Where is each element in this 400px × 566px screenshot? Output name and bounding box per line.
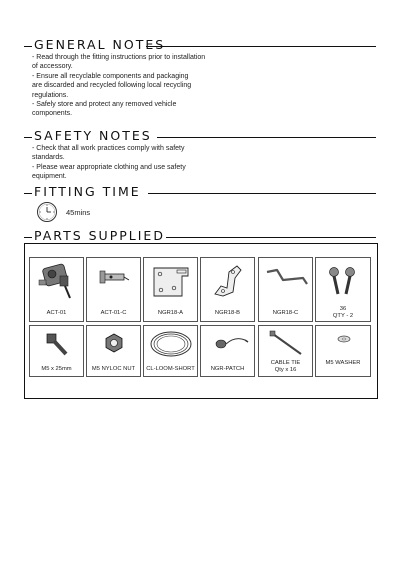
screws-icon bbox=[316, 258, 372, 306]
cable-tie-icon bbox=[259, 326, 314, 364]
cable-loom-icon bbox=[144, 326, 199, 364]
general-notes-text: - Read through the fitting instructions prior to installation of accessory. - Ensure all recyclable components and packaging are discarded and recycled following local recycling regulations. - Safely store and protect any removed vehicle components. bbox=[32, 54, 206, 118]
safety-notes-title: SAFETY NOTES bbox=[34, 128, 152, 143]
heading-rule bbox=[148, 193, 376, 194]
general-notes-title: GENERAL NOTES bbox=[34, 37, 166, 52]
part-label: CL-LOOM-SHORT bbox=[146, 366, 195, 372]
part-cell bbox=[86, 325, 141, 377]
heading-rule bbox=[166, 237, 376, 238]
part-cell bbox=[315, 257, 371, 322]
part-label: M5 x 25mm bbox=[41, 366, 72, 372]
safety-notes-text: - Check that all work practices comply with safety standards. - Please wear appropriate clothing and use safety equipment. bbox=[32, 145, 186, 181]
heading-rule bbox=[146, 46, 376, 47]
bolt-icon bbox=[30, 326, 85, 364]
fitting-time-title: FITTING TIME bbox=[34, 184, 141, 199]
parts-supplied-title: PARTS SUPPLIED bbox=[34, 228, 165, 243]
part-label: M5 NYLOC NUT bbox=[91, 366, 136, 372]
parts-supplied-heading bbox=[24, 229, 376, 243]
actuator-icon bbox=[30, 258, 85, 306]
fitting-time-value: 45mins bbox=[66, 208, 91, 217]
part-label: NGR18-C bbox=[272, 310, 299, 316]
part-cell bbox=[200, 257, 255, 322]
part-cell bbox=[29, 325, 84, 377]
nut-icon bbox=[87, 326, 142, 364]
part-cell bbox=[258, 257, 313, 322]
heading-rule bbox=[157, 137, 376, 138]
part-cell bbox=[200, 325, 255, 377]
part-cell bbox=[258, 325, 313, 377]
bracket-plate-icon bbox=[144, 258, 199, 306]
part-label: M5 WASHER bbox=[325, 360, 361, 366]
heading-dash bbox=[24, 237, 32, 238]
safety-notes-heading bbox=[24, 129, 376, 143]
part-cell bbox=[86, 257, 141, 322]
part-label: 36 QTY - 2 bbox=[332, 306, 354, 319]
clock-icon bbox=[36, 201, 58, 223]
parts-grid bbox=[24, 243, 378, 399]
part-cell bbox=[143, 325, 198, 377]
heading-dash bbox=[24, 46, 32, 47]
bent-bracket-icon bbox=[201, 258, 256, 306]
part-label: NGR18-B bbox=[214, 310, 241, 316]
heading-dash bbox=[24, 137, 32, 138]
washer-icon bbox=[316, 326, 372, 364]
part-cell bbox=[143, 257, 198, 322]
part-label: NGR-PATCH bbox=[210, 366, 245, 372]
part-label: ACT-01 bbox=[46, 310, 67, 316]
part-label: NGR18-A bbox=[157, 310, 184, 316]
heading-dash bbox=[24, 193, 32, 194]
patch-lead-icon bbox=[201, 326, 256, 364]
wire-rod-icon bbox=[259, 258, 314, 306]
general-notes-heading bbox=[24, 38, 376, 52]
fitting-time-heading bbox=[24, 185, 376, 199]
part-cell bbox=[315, 325, 371, 377]
part-label: CABLE TIE Qty x 16 bbox=[270, 360, 301, 373]
part-cell bbox=[29, 257, 84, 322]
actuator-clip-icon bbox=[87, 258, 142, 306]
part-label: ACT-01-C bbox=[100, 310, 127, 316]
